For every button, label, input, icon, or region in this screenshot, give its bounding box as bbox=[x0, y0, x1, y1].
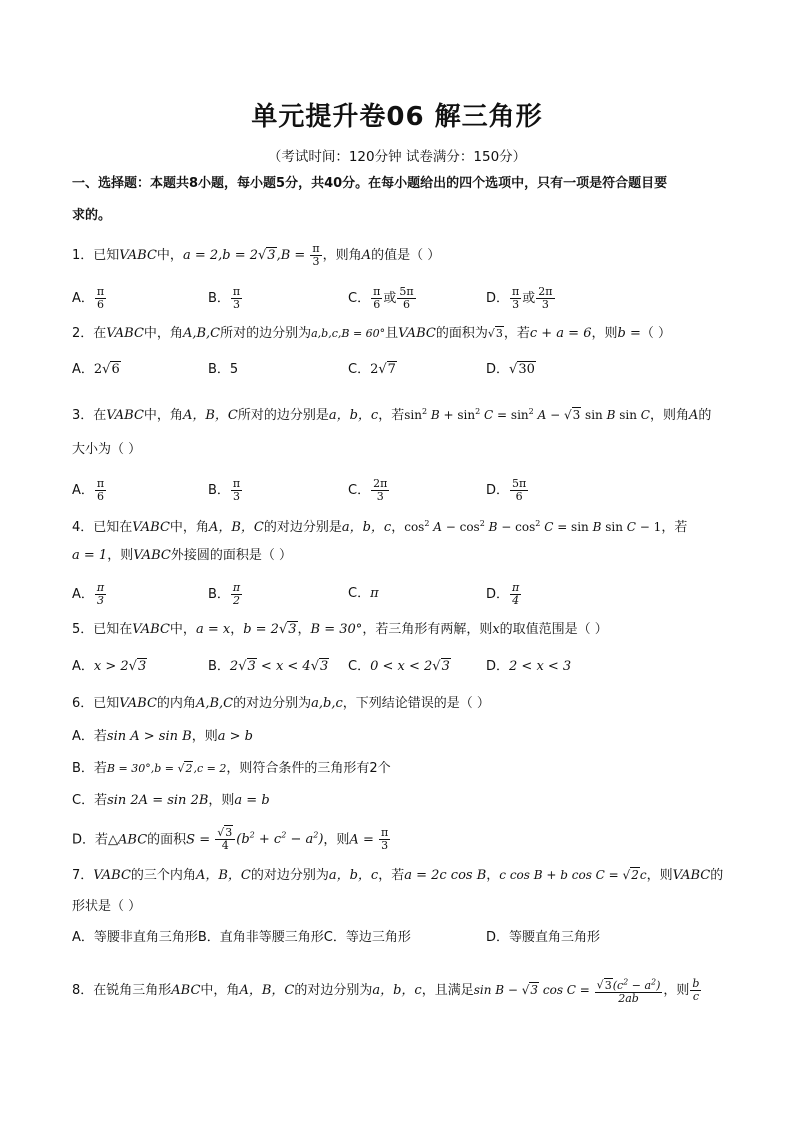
q4-option-d[interactable]: D． $\frac{\pi}{4}$ bbox=[486, 581, 520, 607]
q3-option-b[interactable]: B． $\frac{\pi}{3}$ bbox=[208, 477, 241, 503]
section-heading-line2: 求的。 bbox=[72, 208, 112, 223]
question-8: 8．在锐角三角形ABC中，角A，B，C的对边分别为a，b，c，且满足sin B − √3 cos C = $\frac{√3(c^2 - a^2)}{2ab}$ ，则 $\frac{b}{c}$ bbox=[72, 976, 700, 1005]
q4-option-c[interactable]: C．π bbox=[348, 586, 379, 601]
q7-options-abc[interactable]: A．等腰非直角三角形B．直角非等腰三角形C．等边三角形 bbox=[72, 930, 411, 945]
q2-option-b[interactable]: B．5 bbox=[208, 362, 239, 377]
q1-option-a[interactable]: A． $\frac{\pi}{6}$ bbox=[72, 285, 105, 311]
q3-equation: $\sin^2 B + \sin^2 C = \sin^2 A - √3$ sin B sin C bbox=[404, 407, 650, 422]
q3-option-c[interactable]: C． $\frac{2\pi}{3}$ bbox=[348, 477, 388, 503]
question-1: 1．已知VABC中，a = 2,b = 2√3,B = $\frac{\pi}{3}$ ，则角A的值是（ ） bbox=[72, 242, 441, 268]
q4-option-a[interactable]: A． $\frac{\pi}{3}$ bbox=[72, 581, 105, 607]
q1-given: a = 2,b = 2√3,B = bbox=[182, 248, 310, 263]
q5-option-b[interactable]: B．2√3 < x < 4√3 bbox=[208, 659, 329, 674]
q1-option-d[interactable]: D． $\frac{\pi}{3}$ 或 $\frac{2\pi}{3}$ bbox=[486, 285, 553, 311]
q2-option-d[interactable]: D．√30 bbox=[486, 362, 535, 377]
q4-option-b[interactable]: B． $\frac{\pi}{2}$ bbox=[208, 581, 241, 607]
q6-option-b[interactable]: B．若B = 30°,b = √2,c = 2，则符合条件的三角形有2个 bbox=[72, 761, 391, 776]
q3-option-a[interactable]: A． $\frac{\pi}{6}$ bbox=[72, 477, 105, 503]
q2-option-c[interactable]: C．2√7 bbox=[348, 362, 396, 377]
q1-option-b[interactable]: B． $\frac{\pi}{3}$ bbox=[208, 285, 241, 311]
exam-info: （考试时间：120分钟 试卷满分：150分） bbox=[267, 149, 527, 165]
question-4-cont: a = 1，则VABC外接圆的面积是（ ） bbox=[72, 548, 292, 563]
q6-option-d[interactable]: D．若△ABC的面积S = $\frac{√3}{4}$ $(b^2 + c^2 - a^2)$，则A = $\frac{\pi}{3}$ bbox=[72, 826, 389, 853]
q5-option-a[interactable]: A．x > 2√3 bbox=[72, 659, 147, 674]
question-3: 3．在VABC中，角A，B，C所对的边分别是a，b，c，若$\sin^2 B + \sin^2 C = \sin^2 A - √3$ sin B sin C，则角A的 bbox=[72, 407, 712, 423]
question-4: 4．已知在VABC中，角A，B，C的对边分别是a，b，c，$\cos^2 A - \cos^2 B - \cos^2 C = \sin B$ sin C − 1，若 bbox=[72, 519, 688, 535]
question-3-cont: 大小为（ ） bbox=[72, 442, 142, 457]
q7-option-d[interactable]: D．等腰直角三角形 bbox=[486, 930, 601, 945]
q2-option-a[interactable]: A．2√6 bbox=[72, 362, 120, 377]
q5-option-c[interactable]: C．0 < x < 2√3 bbox=[348, 659, 450, 674]
page-title: 单元提升卷06 解三角形 bbox=[251, 102, 543, 132]
q1-option-c[interactable]: C． $\frac{\pi}{6}$ 或 $\frac{5\pi}{6}$ bbox=[348, 285, 414, 311]
question-7-cont: 形状是（ ） bbox=[72, 899, 142, 914]
q4-equation: $\cos^2 A - \cos^2 B - \cos^2 C = \sin B$ sin C − 1 bbox=[404, 519, 662, 534]
q6-option-c[interactable]: C．若sin 2A = sin 2B，则a = b bbox=[72, 793, 270, 808]
question-5: 5．已知在VABC中，a = x，b = 2√3，B = 30°，若三角形有两解，则x的取值范围是（ ） bbox=[72, 622, 608, 637]
q3-option-d[interactable]: D． $\frac{5\pi}{6}$ bbox=[486, 477, 527, 503]
q1-fraction: $\frac{\pi}{3}$ bbox=[312, 242, 320, 268]
section-heading-line1: 一、选择题：本题共8小题，每小题5分，共40分。在每小题给出的四个选项中，只有一项是符合题目要 bbox=[72, 176, 668, 191]
q6-option-a[interactable]: A．若sin A > sin B，则a > b bbox=[72, 729, 253, 744]
question-2: 2．在VABC中，角A,B,C所对的边分别为a,b,c,B = 60°且VABC的面积为√3，若c + a = 6，则b =（ ） bbox=[72, 326, 671, 341]
question-6: 6．已知VABC的内角A,B,C的对边分别为a,b,c，下列结论错误的是（ ） bbox=[72, 696, 490, 711]
q5-option-d[interactable]: D．2 < x < 3 bbox=[486, 659, 572, 674]
question-7: 7．VABC的三个内角A，B，C的对边分别为a，b，c，若a = 2c cos B，c cos B + b cos C = √2c，则VABC的 bbox=[72, 868, 724, 883]
